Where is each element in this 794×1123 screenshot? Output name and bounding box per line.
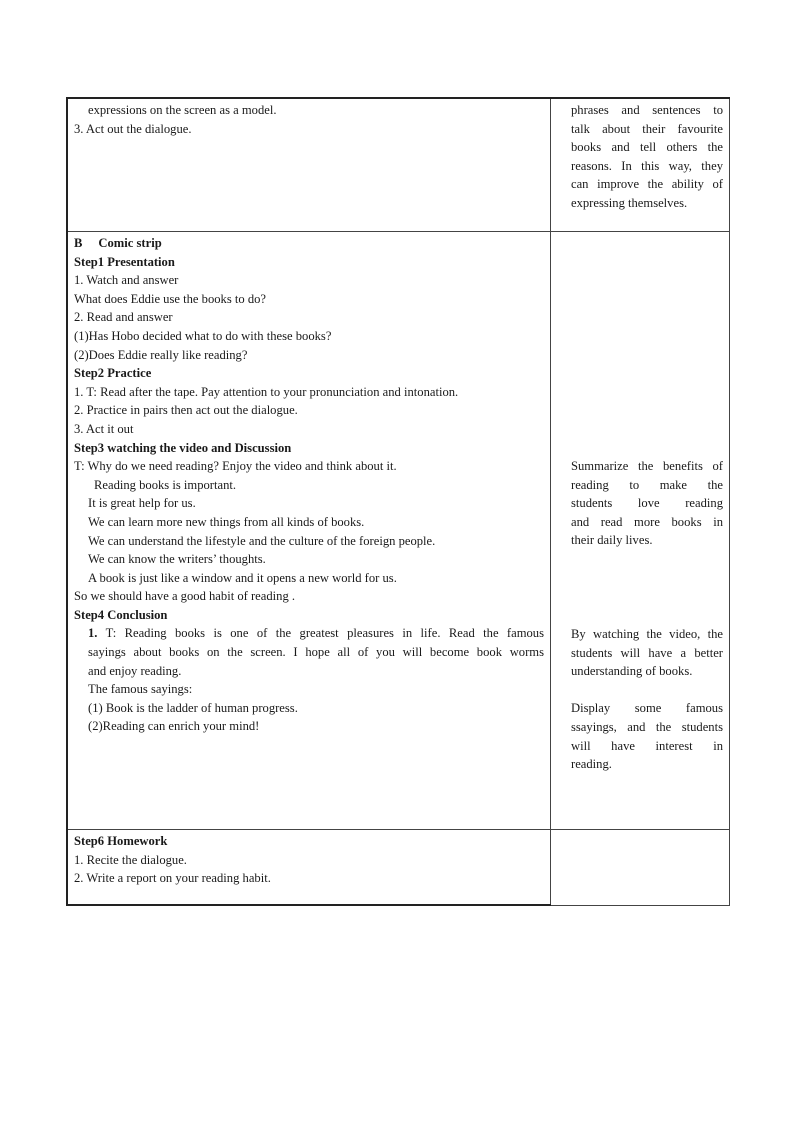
text-line: Summarize the benefits of (571, 459, 723, 473)
text-line: can improve the ability of (571, 177, 723, 192)
text-line: 1. Watch and answer (74, 273, 179, 288)
procedure-cell (67, 98, 551, 232)
text-line: 3. Act out the dialogue. (74, 121, 192, 136)
procedure-cell (67, 830, 551, 906)
text-line: talk about their favourite (571, 121, 723, 136)
text-line: (1)Has Hobo decided what to do with these books? (74, 328, 332, 343)
table-row (67, 830, 730, 906)
text-line: We can know the writers’ thoughts. (88, 552, 266, 567)
text-line: and read more books in (571, 514, 723, 529)
text-line: reading to make the (571, 477, 723, 492)
text-line: Reading books is important. (94, 477, 237, 492)
text-line: 1. T: Read after the tape. Pay attention to your pronunciation and intonation. (74, 384, 459, 399)
text-line: reasons. In this way, they (571, 158, 723, 173)
section-letter: B (74, 236, 83, 250)
procedure-cell (67, 232, 551, 830)
step-title: Step2 Practice (74, 366, 152, 381)
text-line: students love reading (571, 496, 723, 511)
text-line: We can understand the lifestyle and the culture of the foreign people. (88, 533, 436, 548)
lesson-plan-table (66, 97, 730, 906)
text-line: It is great help for us. (88, 496, 196, 511)
text-line: and enjoy reading. (88, 663, 182, 678)
step-title: Step6 Homework (74, 834, 168, 848)
text-line: expressions on the screen as a model. (88, 103, 277, 117)
step-title: Step1 Presentation (74, 254, 175, 269)
section-title: Comic strip (98, 236, 162, 250)
text-line: 3. Act it out (74, 421, 134, 436)
text-line: students will have a better (571, 645, 723, 660)
text-line: The famous sayings: (88, 682, 193, 697)
section-heading (74, 234, 544, 253)
text-line: reading. (571, 757, 612, 772)
text-line: A book is just like a window and it opens a new world for us. (88, 570, 397, 585)
step-title: Step3 watching the video and Discussion (74, 440, 292, 455)
text-line: ssayings, and the students (571, 719, 723, 734)
text-line: their daily lives. (571, 533, 653, 548)
text-line: (2)Reading can enrich your mind! (88, 719, 260, 734)
text-line: Display some famous (571, 701, 723, 716)
text-line: 1. Recite the dialogue. (74, 852, 187, 867)
table-row (67, 98, 730, 232)
text-line: 2. Practice in pairs then act out the dialogue. (74, 403, 298, 418)
text-span: T: Reading books is one of the greatest pleasures in life. Read the famous (105, 626, 545, 641)
text-line: 2. Write a report on your reading habit. (74, 871, 271, 886)
text-line: (2)Does Eddie really like reading? (74, 347, 248, 362)
purpose-cell (551, 830, 730, 906)
text-line: By watching the video, the (571, 626, 723, 641)
text-line: understanding of books. (571, 664, 693, 679)
text-line: will have interest in (571, 738, 723, 753)
purpose-cell (551, 98, 730, 232)
text-line: phrases and sentences to (571, 103, 723, 117)
text-line: expressing themselves. (571, 195, 688, 210)
text-line: 2. Read and answer (74, 310, 173, 325)
text-line: So we should have a good habit of reading . (74, 589, 296, 604)
text-line: books and tell others the (571, 140, 723, 155)
text-line: (1) Book is the ladder of human progress. (88, 700, 298, 715)
text-line: We can learn more new things from all kinds of books. (88, 514, 365, 529)
list-number: 1. (88, 626, 98, 641)
text-line (74, 624, 544, 643)
text-line: What does Eddie use the books to do? (74, 291, 267, 306)
text-line: sayings about books on the screen. I hope all of you will become book worms (88, 645, 544, 660)
purpose-cell (551, 232, 730, 830)
text-line: T: Why do we need reading? Enjoy the video and think about it. (74, 459, 397, 474)
step-title: Step4 Conclusion (74, 607, 168, 622)
table-row (67, 232, 730, 830)
